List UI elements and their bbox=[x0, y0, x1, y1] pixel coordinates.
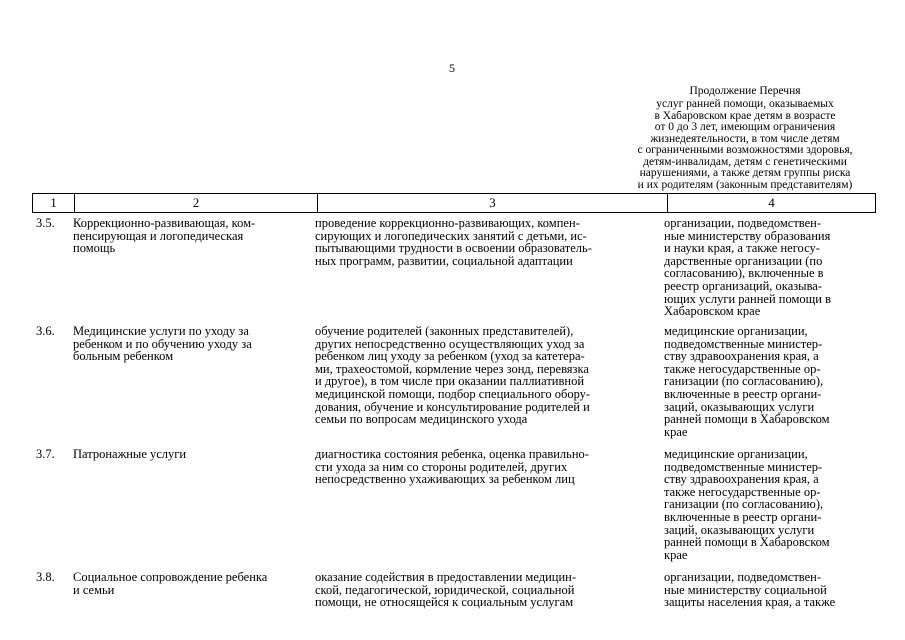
column-header: 4 bbox=[668, 194, 876, 213]
service-name: Коррекционно-развивающая, ком- пенсирующая и логопедическая помощь bbox=[73, 216, 256, 256]
row-number: 3.5. bbox=[36, 216, 55, 230]
service-content: оказание содействия в предоставлении медицин- ской, педагогической, юридической, социальной помощи, не относящейся к социальным услугам bbox=[315, 570, 577, 610]
service-name: Патронажные услуги bbox=[73, 447, 187, 461]
caption-title: Продолжение Перечня bbox=[689, 85, 801, 97]
column-header-table bbox=[32, 193, 876, 213]
service-name: Социальное сопровождение ребенка и семьи bbox=[73, 570, 268, 597]
column-header: 1 bbox=[33, 194, 75, 213]
service-providers: организации, подведомствен- ные министерству образования и науки края, а также негосу- дарственные организации (по согласованию), включенные в реестр организаций, оказыва- ющих услуги ранней помощи в Хабаровском крае bbox=[664, 216, 831, 319]
service-providers: медицинские организации, подведомственные министер- ству здравоохранения края, а также негосударственные ор- ганизации (по согласованию), включенные в реестр органи- заций, оказывающих услуги ранней помощи в Хабаровском крае bbox=[664, 324, 830, 439]
caption-line: и их родителям (законным представителям) bbox=[637, 178, 853, 191]
row-number: 3.8. bbox=[36, 570, 55, 584]
caption-line: с ограниченными возможностями здоровья, bbox=[637, 144, 853, 156]
caption-line: детям-инвалидам, детям с генетическими bbox=[643, 155, 847, 168]
service-content: проведение коррекционно-развивающих, компен- сирующих и логопедических занятий с детьми, ис- пытывающими трудности в освоении образователь- ных программ, развитии, социальной адаптации bbox=[315, 216, 592, 268]
caption-line: нарушениями, а также детям группы риска bbox=[639, 167, 851, 179]
service-providers: медицинские организации, подведомственные министер- ству здравоохранения края, а также негосударственные ор- ганизации (по согласованию), включенные в реестр органи- заций, оказывающих услуги ранней помощи в Хабаровском крае bbox=[664, 447, 830, 562]
caption-line: от 0 до 3 лет, имеющим ограничения bbox=[654, 121, 836, 133]
service-name: Медицинские услуги по уходу за ребенком и по обучению уходу за больным ребенком bbox=[73, 324, 252, 364]
page-number: 5 bbox=[449, 61, 455, 75]
caption-line: в Хабаровском крае детям в возрасте bbox=[654, 109, 836, 122]
caption-line: жизнедеятельности, в том числе детям bbox=[650, 132, 840, 145]
column-header: 3 bbox=[318, 194, 668, 213]
service-content: диагностика состояния ребенка, оценка правильно- сти ухода за ним со стороны родителей, других непосредственно ухаживающих за ребенком лиц bbox=[315, 447, 589, 487]
service-providers: организации, подведомствен- ные министерству социальной защиты населения края, а также bbox=[664, 570, 836, 610]
caption-line: услуг ранней помощи, оказываемых bbox=[656, 98, 834, 110]
service-content: обучение родителей (законных представителей), других непосредственно осуществляющих уход за ребенком лиц уходу за ребенком (уход за катетера- ми, трахеостомой, кормление через зонд, перевязка и другое), в том числе при оказании паллиативной медицинской помощи, подбор специального обору- дования, обучение и консультирование родителей и семьи по вопросам медицинского ухода bbox=[315, 324, 591, 427]
column-header: 2 bbox=[75, 194, 318, 213]
row-number: 3.7. bbox=[36, 447, 55, 461]
caption-body bbox=[600, 99, 890, 191]
row-number: 3.6. bbox=[36, 324, 55, 338]
